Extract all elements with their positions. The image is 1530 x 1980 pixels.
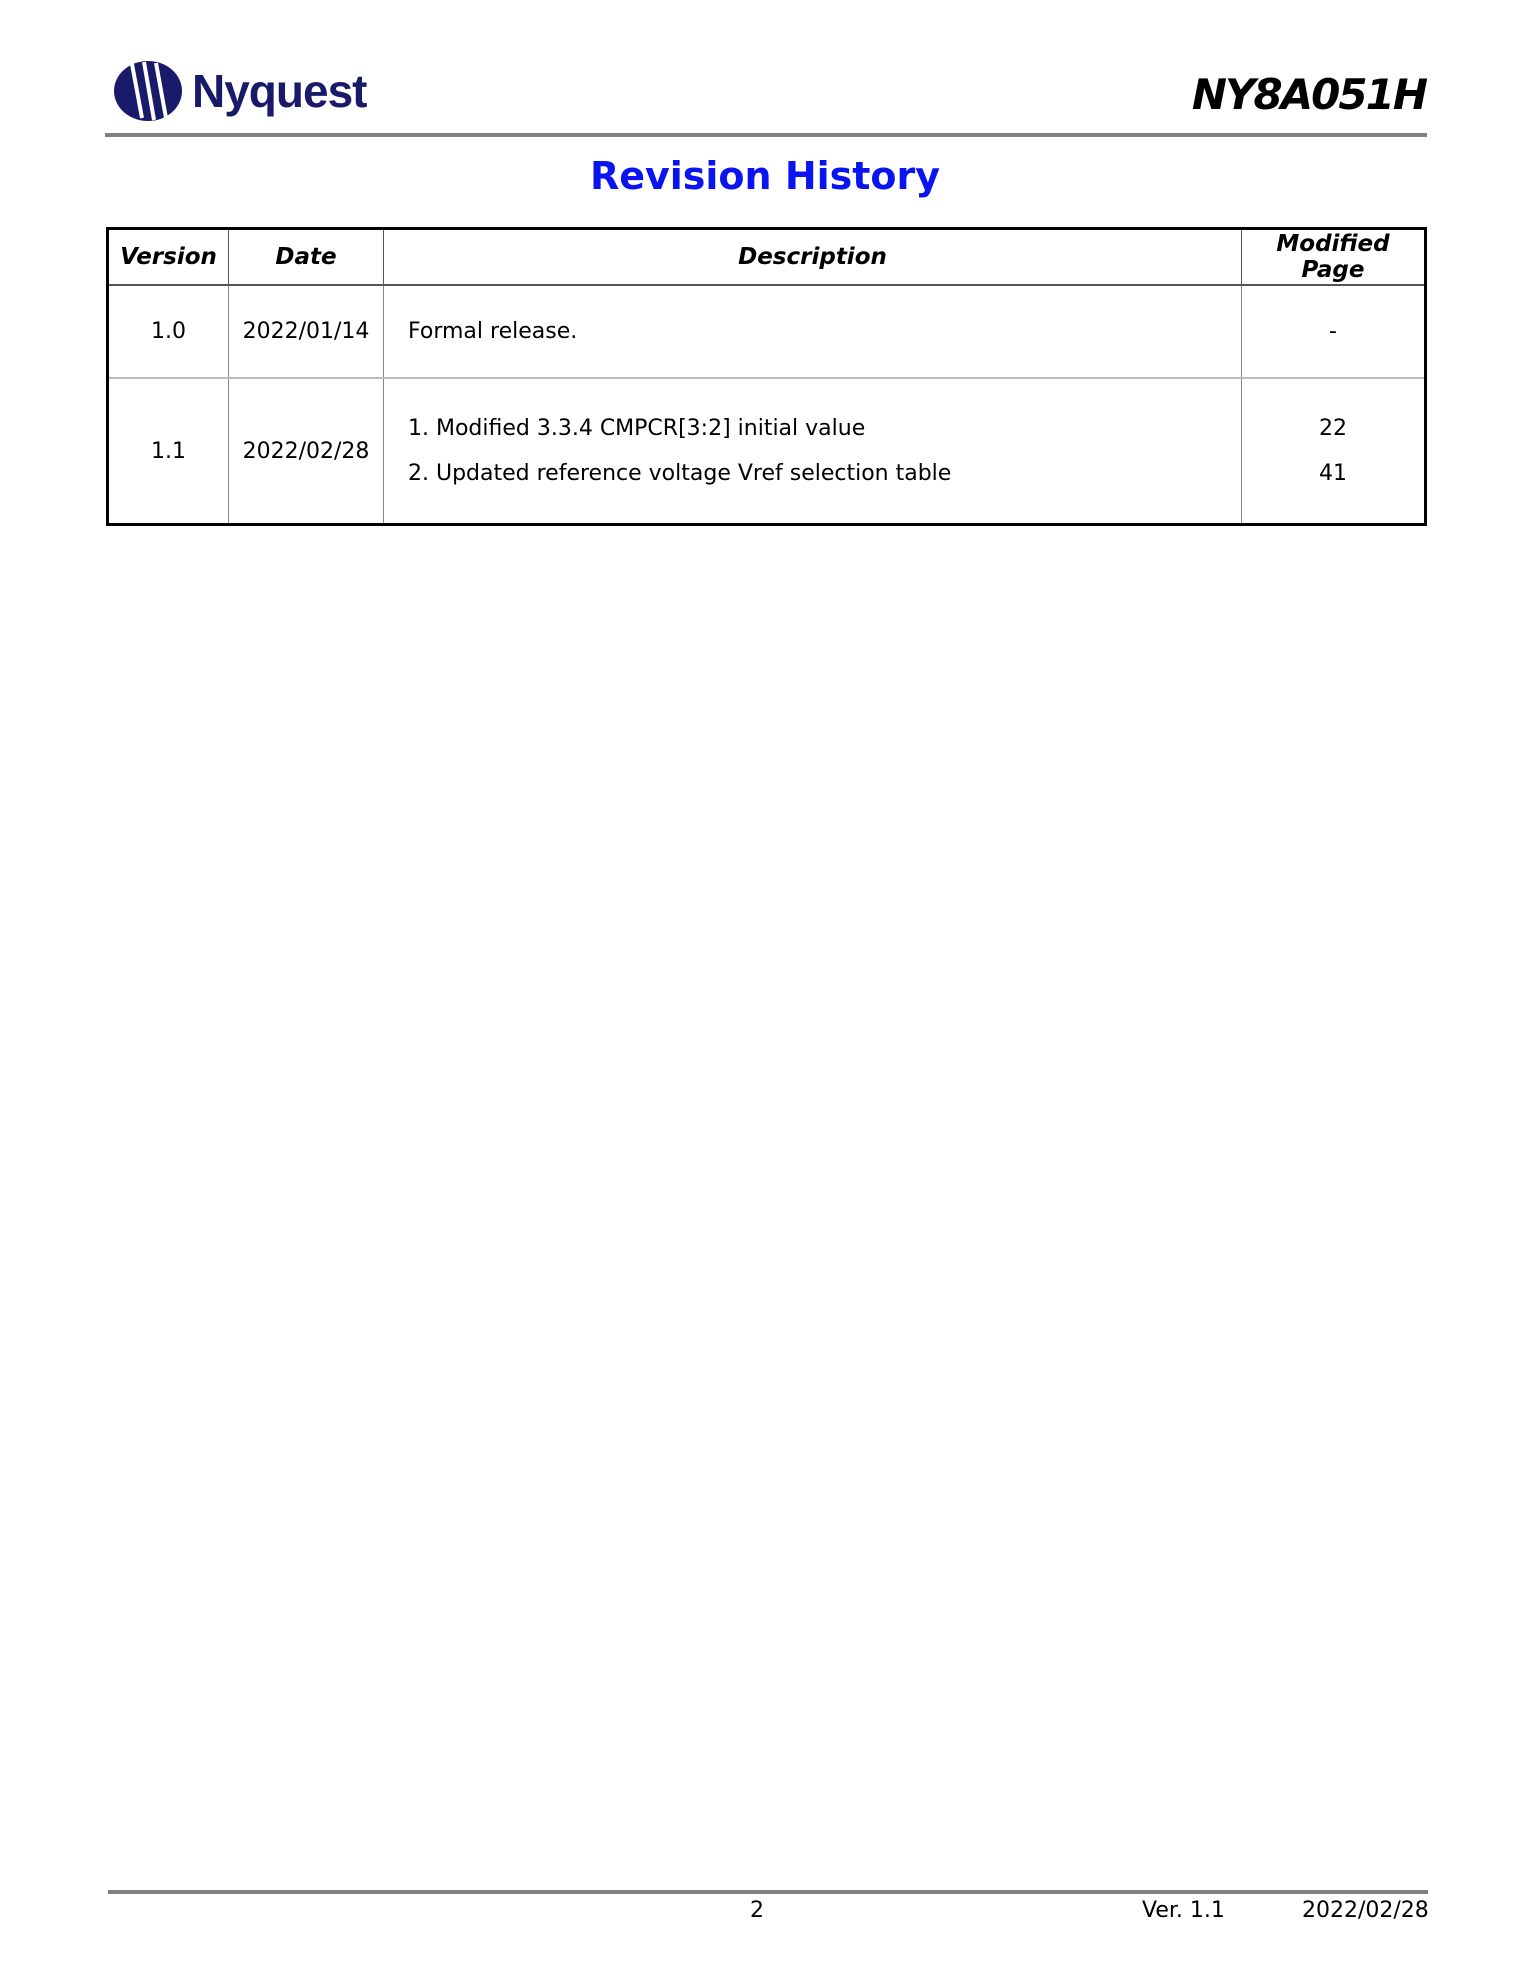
footer-divider	[108, 1890, 1428, 1894]
nyquest-logo-icon	[112, 60, 184, 122]
table-row	[108, 285, 1426, 378]
footer-version: Ver. 1.1	[1142, 1898, 1225, 1923]
version-cell: 1.0	[108, 285, 229, 378]
revision-table	[106, 227, 1427, 526]
model-number: NY8A051H	[1191, 70, 1426, 119]
header-description: Description	[384, 229, 1242, 286]
page-title: Revision History	[589, 154, 941, 198]
page-cell: -	[1242, 285, 1426, 378]
header-modified-page: Modified Page	[1242, 229, 1426, 286]
date-cell: 2022/01/14	[229, 285, 384, 378]
header-version: Version	[108, 229, 229, 286]
description-cell: Formal release.	[384, 285, 1242, 378]
table-header-row	[108, 229, 1426, 286]
description-line: 2. Updated reference voltage Vref selection table	[408, 461, 952, 486]
description-line: 1. Modified 3.3.4 CMPCR[3:2] initial value	[408, 416, 866, 441]
page-cell	[1242, 378, 1426, 525]
footer-date: 2022/02/28	[1302, 1898, 1429, 1923]
page-number: 22	[1319, 416, 1347, 441]
footer-page-number: 2	[750, 1898, 764, 1923]
header-divider	[105, 133, 1427, 137]
page-number: 41	[1319, 461, 1347, 486]
date-cell: 2022/02/28	[229, 378, 384, 525]
logo-text: Nyquest	[192, 65, 367, 117]
company-logo	[112, 60, 366, 122]
header-date: Date	[229, 229, 384, 286]
description-cell	[384, 378, 1242, 525]
table-row	[108, 378, 1426, 525]
version-cell: 1.1	[108, 378, 229, 525]
